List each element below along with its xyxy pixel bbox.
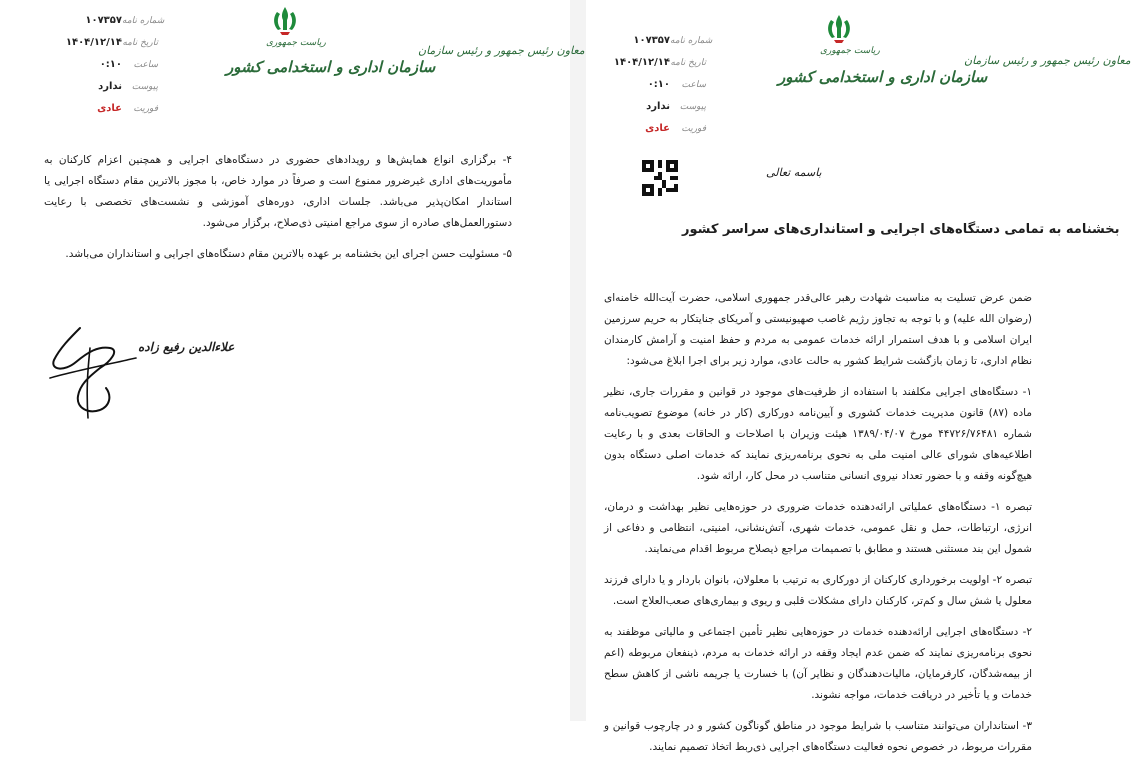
vice-president-title: معاون رئیس جمهور و رئیس سازمان bbox=[964, 54, 1131, 67]
signer-name: علاءالدین رفیع زاده bbox=[138, 340, 235, 354]
letter-time-label: ساعت bbox=[681, 80, 706, 90]
letter-attachment: ندارد bbox=[98, 81, 122, 92]
letter-priority: عادی bbox=[645, 123, 670, 134]
presidency-caption: ریاست جمهوری bbox=[266, 38, 326, 48]
letter-attachment-label: پیوست bbox=[679, 102, 706, 112]
letter-date-label: تاریخ نامه bbox=[670, 58, 706, 68]
note-1: تبصره ۱- دستگاه‌های عملیاتی ارائه‌دهنده خدمات ضروری در حوزه‌هایی نظیر بهداشت و درمان، انرژی، ارتباطات، حمل و نقل عمومی، خدمات شهری، آتش‌نشانی، امنیتی، انتظامی و دفاعی از شمول این بند مستثنی هستند و مطابق با تصمیمات مراجع ذیصلاح مربوط اقدام می‌نمایند. bbox=[604, 501, 1032, 555]
letter-time-label: ساعت bbox=[133, 60, 158, 70]
letter-number-label: شماره نامه bbox=[670, 36, 713, 46]
vice-president-title: معاون رئیس جمهور و رئیس سازمان bbox=[418, 44, 585, 57]
letter-number: ۱۰۷۳۵۷ bbox=[633, 35, 670, 46]
letter-attachment: ندارد bbox=[646, 101, 670, 112]
letter-priority-label: فوریت bbox=[681, 124, 706, 134]
circular-title: بخشنامه به تمامی دستگاه‌های اجرایی و استانداری‌های سراسر کشور bbox=[682, 222, 1120, 237]
letter-time: ۰:۱۰ bbox=[647, 79, 670, 90]
note-2: تبصره ۲- اولویت برخورداری کارکنان از دورکاری به ترتیب با معلولان، بانوان باردار و یا دارای فرزند معلول یا شش سال و کم‌تر، کارکنان دارای مشکلات قلبی و ریوی و بیماری‌های صعب‌العلاج است. bbox=[604, 574, 1032, 607]
letter-time: ۰:۱۰ bbox=[99, 59, 122, 70]
letter-attachment-label: پیوست bbox=[131, 82, 158, 92]
qr-code-icon bbox=[642, 160, 678, 196]
letter-meta bbox=[606, 30, 713, 140]
iran-emblem-icon bbox=[268, 4, 302, 38]
item-1: ۱- دستگاه‌های اجرایی مکلفند با استفاده از ظرفیت‌های موجود در قوانین و مقررات جاری، نظیر ماده (۸۷) قانون مدیریت خدمات کشوری و آیین‌نامه دورکاری (کار در خانه) موضوع تصویب‌نامه شماره ۴۴۷۲۶/۷۶۴۸۱ مورخ ۱۳۸۹/۰۴/۰۷ هیئت وزیران با اصلاحات و الحاقات بعدی و با رعایت اطلاعیه‌های شورای عالی امنیت ملی به نحوی برنامه‌ریزی نمایند که خدمات اصلی دستگاه بدون هیچ‌گونه وقفه و با حضور تعداد نیروی انسانی متناسب در محل کار، ارائه شود. bbox=[604, 386, 1032, 482]
paragraph-5: ۵- مسئولیت حسن اجرای این بخشنامه بر عهده بالاترین مقام دستگاه‌های اجرایی و استانداران می‌باشد. bbox=[65, 248, 512, 260]
letter-meta bbox=[58, 10, 165, 120]
letter-page-2 bbox=[0, 0, 585, 721]
letter-page-1 bbox=[586, 0, 1131, 753]
item-2: ۲- دستگاه‌های اجرایی ارائه‌دهنده خدمات در حوزه‌هایی نظیر تأمین اجتماعی و مالیاتی موظفند به نحوی برنامه‌ریزی نمایند که ضمن عدم ایجاد وقفه در ارائه خدمات به مردم، ذینفعان مربوطه (اعم از بیمه‌شدگان، کارفرمایان، مالیات‌دهندگان و نظایر آن) با خسارت یا جریمه ناشی از کاهش سطح خدمات و یا تأخیر در دریافت خدمات، مواجه نشوند. bbox=[604, 626, 1032, 701]
letter-number: ۱۰۷۳۵۷ bbox=[85, 15, 122, 26]
letter-number-label: شماره نامه bbox=[122, 16, 165, 26]
iran-emblem-icon bbox=[822, 12, 856, 46]
organization-name: سازمان اداری و استخدامی کشور bbox=[226, 58, 436, 76]
letter-date: ۱۴۰۴/۱۲/۱۴ bbox=[65, 37, 122, 48]
salutation: باسمه تعالی bbox=[766, 166, 822, 179]
circular-body bbox=[604, 288, 1032, 768]
presidency-caption: ریاست جمهوری bbox=[820, 46, 880, 56]
letter-date: ۱۴۰۴/۱۲/۱۴ bbox=[613, 57, 670, 68]
letter-priority-label: فوریت bbox=[133, 104, 158, 114]
letter-priority: عادی bbox=[97, 103, 122, 114]
paragraph-4: ۴- برگزاری انواع همایش‌ها و رویدادهای حضوری در دستگاه‌های اجرایی و همچنین اعزام کارکنان به مأموریت‌های اداری غیرضرور ممنوع است و صرفاً در موارد خاص، با مجوز بالاترین مقام دستگاه اجرایی یا استاندار امکان‌پذیر می‌باشد. جلسات اداری، دوره‌های آموزشی و نشست‌های تخصصی با رعایت دستورالعمل‌های صادره از سوی مراجع امنیتی ذی‌صلاح، برگزار می‌شود. bbox=[44, 154, 512, 229]
organization-name: سازمان اداری و استخدامی کشور bbox=[778, 68, 988, 86]
page-gap bbox=[570, 0, 586, 721]
handwritten-signature bbox=[40, 318, 180, 432]
letter-date-label: تاریخ نامه bbox=[122, 38, 158, 48]
letter-body-continued bbox=[44, 150, 512, 275]
intro-paragraph: ضمن عرض تسلیت به مناسبت شهادت رهبر عالی‌قدر جمهوری اسلامی، حضرت آیت‌الله خامنه‌ای (رضوان الله علیه) و با توجه به تجاوز رژیم غاصب صهیونیستی و آمریکای جنایتکار به حریم سرزمین ایران اسلامی و با هدف استمرار ارائه خدمات عمومی به مردم و حفظ امنیت و آرامش کارمندان نظام اداری، تا زمان بازگشت شرایط کشور به حالت عادی، موارد زیر برای اجرا ابلاغ می‌شود: bbox=[604, 292, 1032, 367]
item-3: ۳- استانداران می‌توانند متناسب با شرایط موجود در مناطق گوناگون کشور و در چارچوب قوانین و مقررات مربوط، در خصوص نحوه فعالیت دستگاه‌های اجرایی ذی‌ربط اتخاذ تصمیم نمایند. bbox=[604, 720, 1032, 753]
